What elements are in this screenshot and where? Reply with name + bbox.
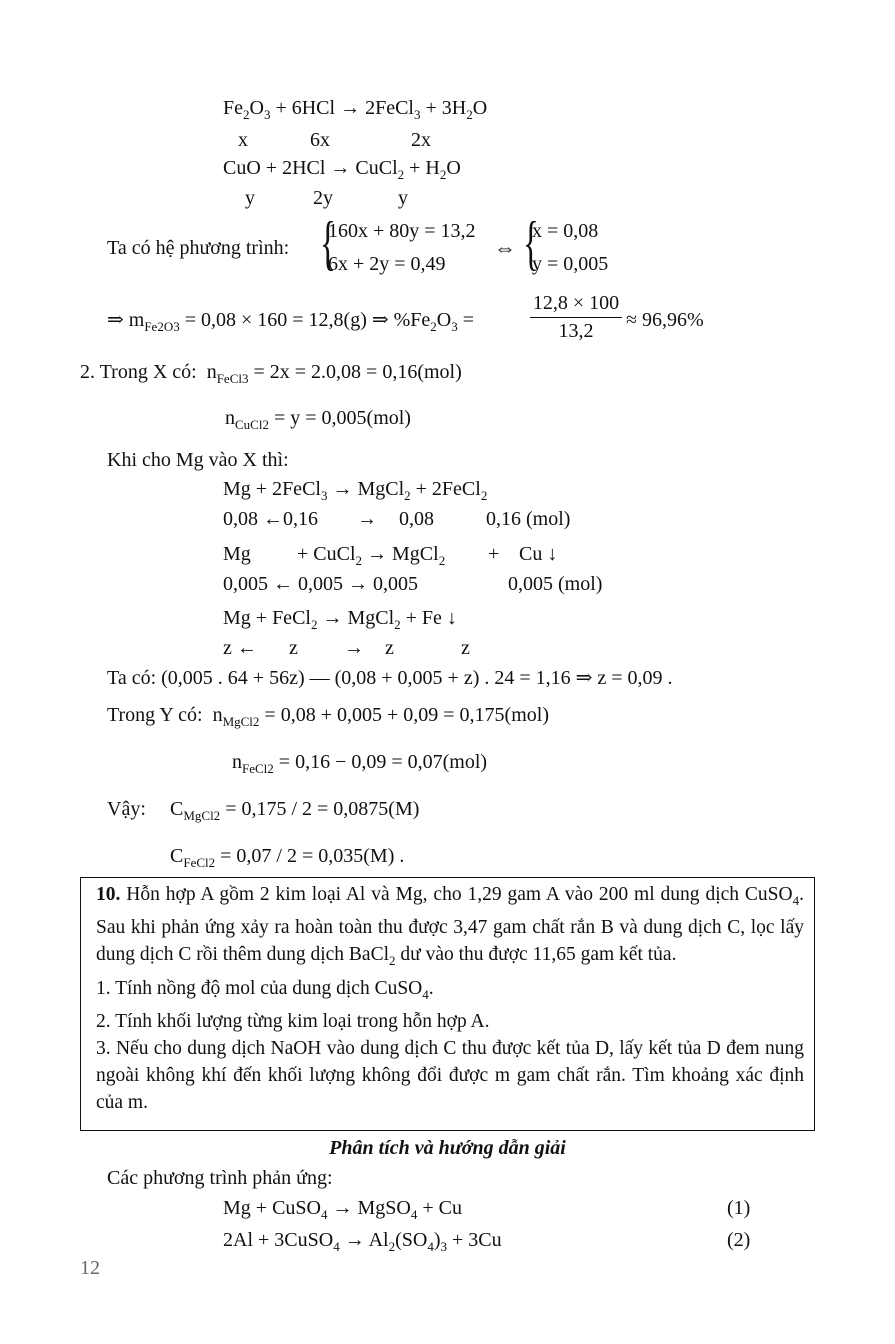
- problem-10-statement: 10. Hỗn hợp A gồm 2 kim loại Al và Mg, cho 1,29 gam A vào 200 ml dung dịch CuSO$_4$. Sau khi phản ứng xảy ra hoàn toàn thu được 3,47 gam chất rắn B và dung dịch C, lọc lấy dung dịch C rồi thêm dung dịch BaCl$_2$ dư vào thu được 11,65 gam kết tủa.: [96, 884, 804, 969]
- r1-mole-arrow: →: [357, 508, 377, 530]
- percent-result: ≈ 96,96%: [626, 309, 704, 331]
- equation-fe2o3-hcl: $Fe_2O_3 + 6HCl$ → 2FeCl$_3$ + $3H_2O$: [223, 97, 488, 122]
- solution-eq2: 2Al + 3CuSO$_4$ → $Al_2(SO_4)_3 + 3Cu$: [223, 1229, 502, 1254]
- r3-mole-arrow: →: [344, 637, 364, 659]
- problem-10-text: [96, 881, 804, 1117]
- left-brace: {: [320, 210, 336, 276]
- question-3: 3. Nếu cho dung dịch NaOH vào dung dịch C thu được kết tủa D, lấy kết tủa D đem nung ngoài không khí đến khối lượng không đổi được m gam chất rắn. Tìm khoảng xác định của m.: [96, 1038, 804, 1114]
- r3-mole-c: z: [385, 637, 394, 659]
- page-number: 12: [80, 1257, 100, 1279]
- equation-cuo-hcl: CuO + 2HCl → CuCl$_2$ + $H_2O$: [223, 157, 461, 182]
- equivalence-symbol: ⇔: [494, 235, 516, 260]
- reaction-mg-fecl2: Mg + FeCl$_2$ → MgCl$_2$ + Fe ↓: [223, 607, 457, 632]
- question-1: 1. Tính nồng độ mol của dung dịch CuSO$_4$.: [96, 977, 434, 1002]
- r2-cucl2: + CuCl$_2$ → MgCl$_2$: [297, 543, 446, 568]
- equation-z: Ta có: (0,005 . 64 + 56z) — (0,08 + 0,005 + z) . 24 = 1,16 ⇒ z = 0,09 .: [107, 667, 673, 689]
- mg-intro: Khi cho Mg vào X thì:: [107, 449, 289, 471]
- r1-mole-b: 0,08: [399, 508, 434, 530]
- solution-heading: Phân tích và hướng dẫn giải: [329, 1137, 566, 1159]
- system-left-eq1: 160x + 80y = 13,2: [328, 220, 476, 242]
- percent-fraction: [530, 292, 622, 343]
- mole-2y: 2y: [313, 187, 333, 209]
- r3-mole-d: z: [461, 637, 470, 659]
- r1-mole-c: 0,16 (mol): [486, 508, 571, 530]
- fraction-denominator: 13,2: [558, 320, 594, 342]
- system-right-eq1: x = 0,08: [532, 220, 599, 242]
- mole-y: y: [245, 187, 255, 209]
- r2-mg: Mg: [223, 543, 251, 565]
- solution-eq1: Mg + CuSO$_4$ → MgSO$_4$ + Cu: [223, 1197, 462, 1222]
- vay-label: Vậy:: [107, 798, 146, 820]
- question-2: 2. Tính khối lượng từng kim loại trong hỗn hợp A.: [96, 1010, 490, 1032]
- r1-mole-a: 0,08 ←0,16: [223, 508, 318, 530]
- part2-nfecl3: 2. Trong X có: $n_{FeCl3} = 2x = 2.0,08 = 0,16(mol)$: [80, 361, 462, 386]
- mole-6x: 6x: [310, 129, 330, 151]
- r2-plus: +: [488, 543, 500, 565]
- solution-eq1-number: (1): [727, 1197, 751, 1219]
- mole-2x: 2x: [411, 129, 431, 151]
- solution-intro: Các phương trình phản ứng:: [107, 1167, 333, 1189]
- r3-mole-a: z ←: [223, 637, 257, 659]
- solution-eq2-number: (2): [727, 1229, 751, 1251]
- system-label: Ta có hệ phương trình:: [107, 237, 290, 259]
- system-right-eq2: y = 0,005: [532, 253, 609, 275]
- mass-fe2o3-line: ⇒ $m_{Fe2O3} = 0,08 \times 160 = 12,8(g)$ ⇒ $\%Fe_2O_3$ =: [107, 309, 475, 334]
- right-brace: {: [523, 210, 539, 276]
- r2-moles-a: 0,005 ← 0,005 → 0,005: [223, 573, 418, 595]
- mole-x: x: [238, 129, 248, 151]
- c-fecl2: $C_{FeCl2} = 0,07 / 2 = 0,035(M)$ .: [170, 845, 405, 870]
- fraction-numerator: 12,8 × 100: [532, 292, 620, 314]
- r2-moles-b: 0,005 (mol): [508, 573, 603, 595]
- mole-y2: y: [398, 187, 408, 209]
- reaction-mg-fecl3: Mg + 2FeCl$_3$ → MgCl$_2$ + 2FeCl$_2$: [223, 478, 488, 503]
- c-mgcl2: $C_{MgCl2} = 0,175 / 2 = 0,0875(M)$: [170, 798, 420, 823]
- r3-mole-b: z: [289, 637, 298, 659]
- r2-cu: Cu ↓: [519, 543, 558, 565]
- part2-ncucl2: $n_{CuCl2} = y = 0,005(mol)$: [225, 407, 411, 432]
- y-nfecl2: $n_{FeCl2} = 0,16 - 0,09 = 0,07(mol)$: [232, 751, 488, 776]
- y-nmgcl2: Trong Y có: $n_{MgCl2} = 0,08 + 0,005 + 0,09 = 0,175(mol)$: [107, 704, 549, 729]
- system-left-eq2: 6x + 2y = 0,49: [328, 253, 446, 275]
